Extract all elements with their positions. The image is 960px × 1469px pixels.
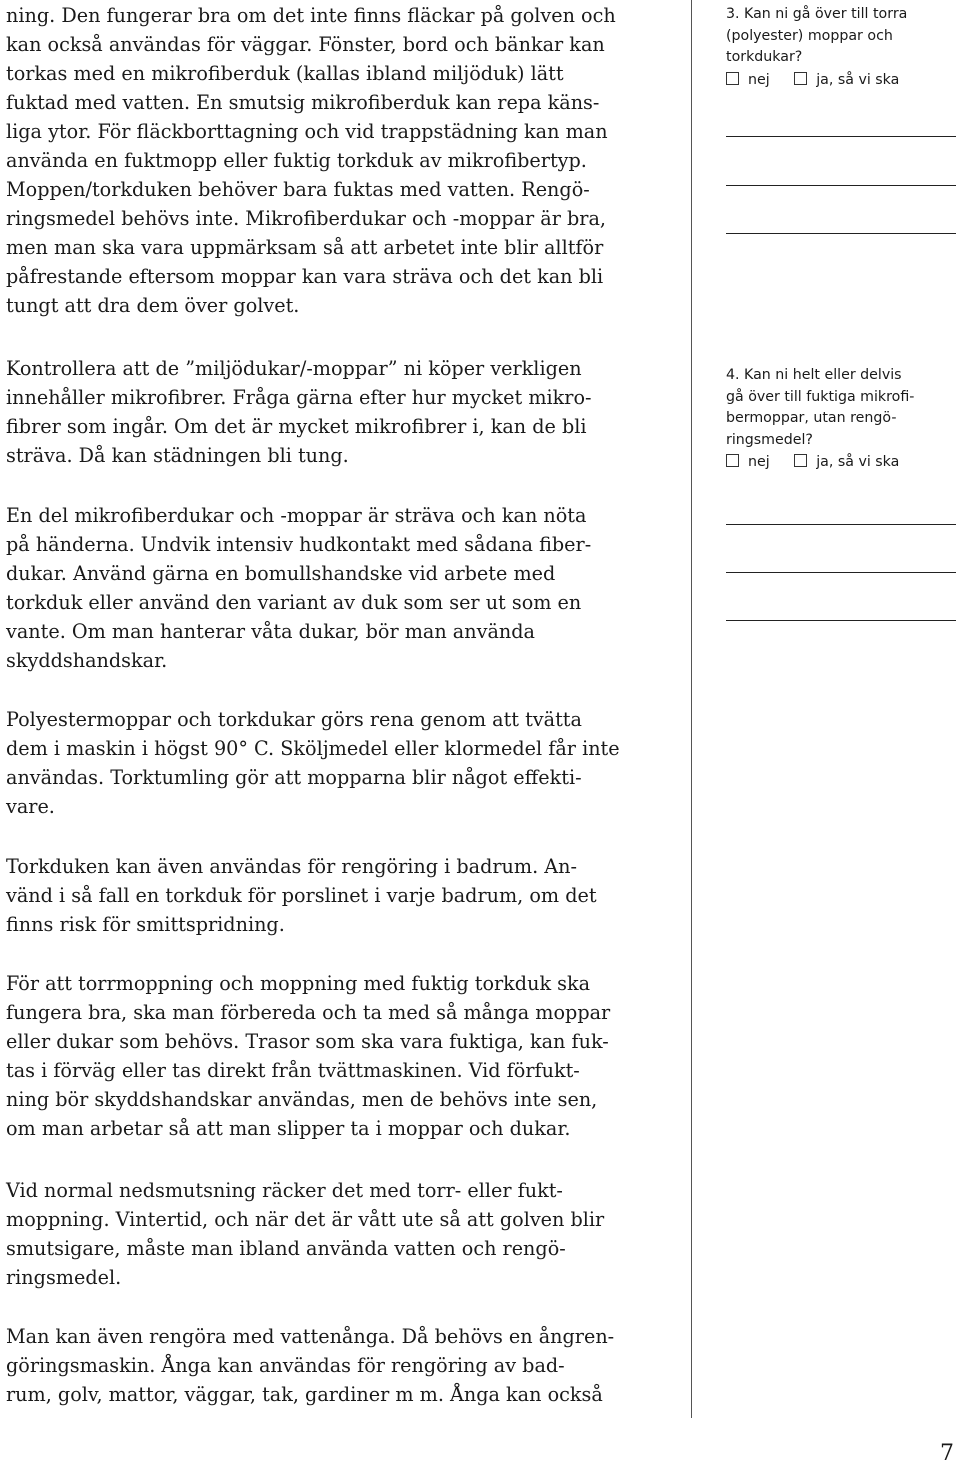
text-line: fuktad med vatten. En smutsig mikrofiberduk kan repa käns- <box>6 91 600 114</box>
checkbox-yes[interactable] <box>794 454 807 467</box>
text-line: Vid normal nedsmutsning räcker det med torr- eller fukt- <box>6 1179 563 1202</box>
text-line: vare. <box>6 795 55 818</box>
text-line: vante. Om man hanterar våta dukar, bör man använda <box>6 620 535 643</box>
checkbox-no[interactable] <box>726 454 739 467</box>
text-line: ning. Den fungerar bra om det inte finns fläckar på golven och <box>6 4 616 27</box>
text-line: liga ytor. För fläckborttagning och vid trappstädning kan man <box>6 120 608 143</box>
text-line: påfrestande eftersom moppar kan vara sträva och det kan bli <box>6 265 604 288</box>
question-text: ringsmedel? <box>726 431 813 448</box>
text-line: torkas med en mikrofiberduk (kallas ibland miljöduk) lätt <box>6 62 564 85</box>
text-line: För att torrmoppning och moppning med fuktig torkduk ska <box>6 972 591 995</box>
answer-options <box>726 70 958 92</box>
text-line: dukar. Använd gärna en bomullshandske vid arbete med <box>6 562 556 585</box>
text-line: rum, golv, mattor, väggar, tak, gardiner m m. Ånga kan också <box>6 1383 603 1406</box>
text-line: innehåller mikrofibrer. Fråga gärna efter hur mycket mikro- <box>6 386 592 409</box>
text-line: Man kan även rengöra med vattenånga. Då behövs en ångren- <box>6 1325 615 1348</box>
option-yes-label: ja, så vi ska <box>816 71 900 88</box>
text-line: använda en fuktmopp eller fuktig torkduk av mikrofibertyp. <box>6 149 587 172</box>
text-line: sträva. Då kan städningen bli tung. <box>6 444 349 467</box>
paragraph <box>6 354 592 470</box>
text-line: ringsmedel behövs inte. Mikrofiberdukar och -moppar är bra, <box>6 207 606 230</box>
answer-line[interactable] <box>726 185 956 186</box>
option-yes-label: ja, så vi ska <box>816 454 900 470</box>
question-text: gå över till fuktiga mikrofi- <box>726 388 915 405</box>
question-text: bermoppar, utan rengö- <box>726 410 897 426</box>
option-no-label: nej <box>748 454 770 470</box>
question-text: torkdukar? <box>726 49 803 65</box>
option-no-label: nej <box>748 71 770 88</box>
answer-line[interactable] <box>726 233 956 234</box>
text-line: moppning. Vintertid, och när det är vått ute så att golven blir <box>6 1208 605 1231</box>
paragraph <box>6 969 610 1143</box>
text-line: Torkduken kan även användas för rengöring i badrum. An- <box>6 855 578 878</box>
text-line: En del mikrofiberdukar och -moppar är sträva och kan nöta <box>6 504 587 527</box>
question-3 <box>726 4 958 91</box>
text-line: vänd i så fall en torkduk för porslinet i varje badrum, om det <box>6 884 597 907</box>
question-text: 4. Kan ni helt eller delvis <box>726 367 902 383</box>
text-line: kan också användas för väggar. Fönster, bord och bänkar kan <box>6 33 605 56</box>
column-divider <box>691 0 692 1418</box>
checkbox-yes[interactable] <box>794 72 807 85</box>
text-line: Moppen/torkduken behöver bara fuktas med vatten. Rengö- <box>6 178 590 201</box>
text-line: torkduk eller använd den variant av duk som ser ut som en <box>6 591 582 614</box>
text-line: finns risk för smittspridning. <box>6 913 285 936</box>
text-line: dem i maskin i högst 90° C. Sköljmedel eller klormedel får inte <box>6 737 620 760</box>
answer-line[interactable] <box>726 524 956 525</box>
page-number: 7 <box>940 1441 954 1466</box>
checkbox-no[interactable] <box>726 72 739 85</box>
paragraph <box>6 852 597 939</box>
text-line: Kontrollera att de ”miljödukar/-moppar” ni köper verkligen <box>6 357 582 380</box>
question-4 <box>726 365 958 474</box>
text-line: fungera bra, ska man förbereda och ta med så många moppar <box>6 1001 611 1024</box>
text-line: smutsigare, måste man ibland använda vatten och rengö- <box>6 1237 566 1260</box>
text-line: ning bör skyddshandskar användas, men de behövs inte sen, <box>6 1088 598 1111</box>
paragraph <box>6 705 620 821</box>
answer-options <box>726 452 958 474</box>
text-line: men man ska vara uppmärksam så att arbetet inte blir alltför <box>6 236 604 259</box>
paragraph <box>6 1 616 320</box>
question-text: 3. Kan ni gå över till torra <box>726 6 908 22</box>
answer-line[interactable] <box>726 136 956 137</box>
answer-line[interactable] <box>726 620 956 621</box>
text-line: skyddshandskar. <box>6 649 168 672</box>
text-line: om man arbetar så att man slipper ta i moppar och dukar. <box>6 1117 571 1140</box>
text-line: tas i förväg eller tas direkt från tvättmaskinen. Vid förfukt- <box>6 1059 580 1082</box>
text-line: ringsmedel. <box>6 1266 122 1289</box>
paragraph <box>6 501 591 675</box>
text-line: fibrer som ingår. Om det är mycket mikrofibrer i, kan de bli <box>6 415 587 438</box>
text-line: göringsmaskin. Ånga kan användas för rengöring av bad- <box>6 1354 565 1377</box>
text-line: tungt att dra dem över golvet. <box>6 294 300 317</box>
text-line: på händerna. Undvik intensiv hudkontakt med sådana fiber- <box>6 533 592 556</box>
paragraph <box>6 1322 614 1409</box>
answer-line[interactable] <box>726 572 956 573</box>
paragraph <box>6 1176 604 1292</box>
text-line: eller dukar som behövs. Trasor som ska vara fuktiga, kan fuk- <box>6 1030 609 1053</box>
text-line: användas. Torktumling gör att mopparna blir något effekti- <box>6 766 582 789</box>
text-line: Polyestermoppar och torkdukar görs rena genom att tvätta <box>6 708 582 731</box>
question-text: (polyester) moppar och <box>726 27 893 44</box>
